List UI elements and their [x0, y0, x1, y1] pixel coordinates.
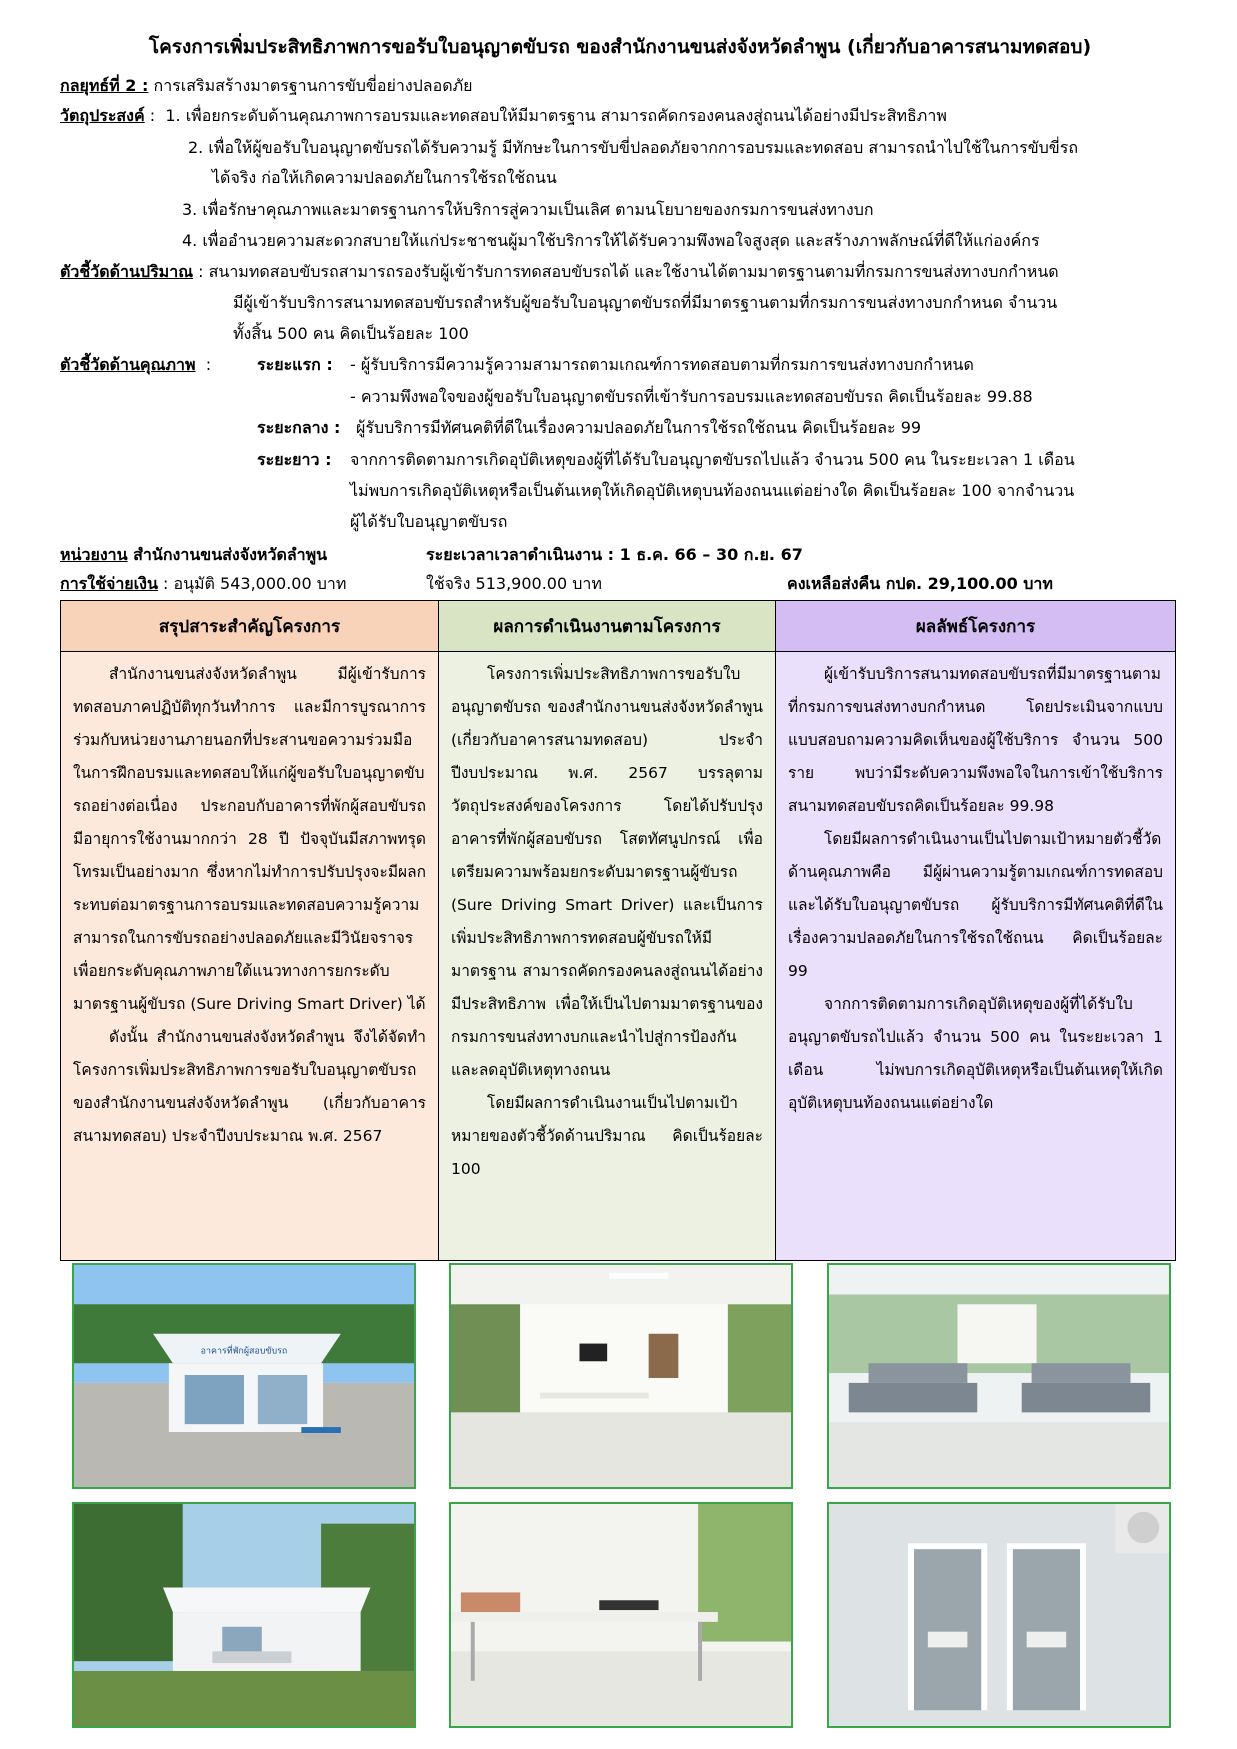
results-paragraph-1: โครงการเพิ่มประสิทธิภาพการขอรับใบอนุญาตขับรถ ของสำนักงานขนส่งจังหวัดลำพูน (เกี่ยวกับอาคารสนามทดสอบ) ประจำปีงบประมาณ พ.ศ. 2567 บรรลุตามวัตถุประสงค์ของโครงการ โดยได้ปรับปรุงอาคารที่พักผู้สอบขับรถ โสตทัศนูปกรณ์ เพื่อเตรียมความพร้อมยกระดับมาตรฐานผู้ขับรถ (Sure Driving Smart Driver) และเป็นการเพิ่มประสิทธิภาพการทดสอบผู้ขับรถให้มีมาตรฐาน สามารถคัดกรองคนลงสู่ถนนได้อย่างมีประสิทธิภาพ เพื่อให้เป็นไปตามมาตรฐานของกรมการขนส่งทางบกและนำไปสู่การป้องกันและลดอุบัติเหตุทางถนน	[451, 665, 763, 1079]
quality-long-2: ไม่พบการเกิดอุบัติเหตุหรือเป็นต้นเหตุให้เกิดอุบัติเหตุบนท้องถนนแต่อย่างใด คิดเป็นร้อยละ 100 จากจำนวน	[350, 481, 1075, 500]
quality-mid-text: ผู้รับบริการมีทัศนคติที่ดีในเรื่องความปลอดภัยในการใช้รถใช้ถนน คิดเป็นร้อยละ 99	[356, 418, 922, 437]
objectives-row-1: วัตถุประสงค์ : 1. เพื่อยกระดับด้านคุณภาพการอบรมและทดสอบให้มีมาตรฐาน สามารถคัดกรองคนลงสู่ถนนได้อย่างมีประสิทธิภาพ	[60, 106, 947, 125]
agency-row	[60, 543, 327, 567]
quantity-line-3: ทั้งสิ้น 500 คน คิดเป็นร้อยละ 100	[233, 324, 469, 343]
strategy-label: กลยุทธ์ที่ 2 :	[60, 76, 149, 95]
objective-1: 1. เพื่อยกระดับด้านคุณภาพการอบรมและทดสอบให้มีมาตรฐาน สามารถคัดกรองคนลงสู่ถนนได้อย่างมีประสิทธิภาพ	[165, 106, 947, 125]
quantity-label: ตัวชี้วัดด้านปริมาณ	[60, 262, 194, 281]
quality-label: ตัวชี้วัดด้านคุณภาพ	[60, 355, 196, 374]
building-sign-text: อาคารที่พักผู้สอบขับรถ	[200, 1346, 288, 1357]
objective-3: 3. เพื่อรักษาคุณภาพและมาตรฐานการให้บริการสู่ความเป็นเลิศ ตามนโยบายของกรมการขนส่งทางบก	[182, 200, 874, 219]
table-header-row	[61, 601, 1176, 652]
quality-label-row: ตัวชี้วัดด้านคุณภาพ :	[60, 355, 212, 374]
budget-actual: ใช้จริง 513,900.00 บาท	[426, 574, 602, 593]
quality-short-1: - ผู้รับบริการมีความรู้ความสามารถตามเกณฑ์การทดสอบตามที่กรมการขนส่งทางบกกำหนด	[350, 355, 974, 374]
photo-building-front	[72, 1263, 416, 1489]
objective-4: 4. เพื่ออำนวยความสะดวกสบายให้แก่ประชาชนผู้มาใช้บริการให้ได้รับความพึงพอใจสูงสุด และสร้างภาพลักษณ์ที่ดีให้แก่องค์กร	[182, 231, 1040, 250]
outcomes-paragraph-1: ผู้เข้ารับบริการสนามทดสอบขับรถที่มีมาตรฐานตามที่กรมการขนส่งทางบกกำหนด โดยประเมินจากแบบแบบสอบถามความคิดเห็นของผู้ใช้บริการ จำนวน 500 ราย พบว่ามีระดับความพึงพอใจในการเข้าใช้บริการสนามทดสอบขับรถคิดเป็นร้อยละ 99.98	[788, 665, 1163, 815]
header-outcomes: ผลลัพธ์โครงการ	[776, 601, 1176, 652]
photo-building-side	[72, 1502, 416, 1728]
budget-remaining: คงเหลือส่งคืน กปด. 29,100.00 บาท	[787, 574, 1053, 593]
budget-label: การใช้จ่ายเงิน	[60, 574, 158, 593]
photo-exam-table	[449, 1502, 793, 1728]
outcomes-paragraph-3: จากการติดตามการเกิดอุบัติเหตุของผู้ที่ได้รับใบอนุญาตขับรถไปแล้ว จำนวน 500 คน ในระยะเวลา 1 เดือน ไม่พบการเกิดอุบัติเหตุหรือเป็นต้นเหตุให้เกิดอุบัติเหตุบนท้องถนนแต่อย่างใด	[788, 995, 1163, 1112]
quantity-row-1: ตัวชี้วัดด้านปริมาณ : สนามทดสอบขับรถสามารถรองรับผู้เข้ารับการทดสอบขับรถได้ และใช้งานได้ตามมาตรฐานตามที่กรมการขนส่งทางบกกำหนด	[60, 262, 1059, 281]
objective-2: 2. เพื่อให้ผู้ขอรับใบอนุญาตขับรถได้รับความรู้ มีทักษะในการขับขี่ปลอดภัยจากการอบรมและทดสอบ สามารถนำไปใช้ในการขับขี่รถ	[188, 138, 1079, 157]
summary-paragraph-2: ดังนั้น สำนักงานขนส่งจังหวัดลำพูน จึงได้จัดทำโครงการเพิ่มประสิทธิภาพการขอรับใบอนุญาตขับรถของสำนักงานขนส่งจังหวัดลำพูน (เกี่ยวกับอาคารสนามทดสอบ) ประจำปีงบประมาณ พ.ศ. 2567	[73, 1028, 426, 1145]
header-results: ผลการดำเนินงานตามโครงการ	[439, 601, 776, 652]
outcomes-cell	[776, 652, 1176, 1261]
quality-short-label: ระยะแรก :	[257, 355, 333, 374]
summary-table	[60, 600, 1176, 1261]
photo-restrooms	[827, 1502, 1171, 1728]
quality-mid-label: ระยะกลาง :	[257, 418, 341, 437]
outcomes-paragraph-2: โดยมีผลการดำเนินงานเป็นไปตามเป้าหมายตัวชี้วัดด้านคุณภาพคือ มีผู้ผ่านความรู้ตามเกณฑ์การทดสอบและได้รับใบอนุญาตขับรถ ผู้รับบริการมีทัศนคติที่ดีในเรื่องความปลอดภัยในการใช้รถใช้ถนน คิดเป็นร้อยละ 99	[788, 830, 1163, 980]
photo-interior-room	[449, 1263, 793, 1489]
strategy-text: การเสริมสร้างมาตรฐานการขับขี่อย่างปลอดภัย	[153, 76, 473, 95]
quantity-line-1: สนามทดสอบขับรถสามารถรองรับผู้เข้ารับการทดสอบขับรถได้ และใช้งานได้ตามมาตรฐานตามที่กรมการขนส่งทางบกกำหนด	[208, 262, 1059, 281]
objective-2-cont: ได้จริง ก่อให้เกิดความปลอดภัยในการใช้รถใช้ถนน	[212, 168, 557, 187]
summary-cell	[61, 652, 439, 1261]
strategy-row	[60, 74, 473, 98]
quality-long-1: จากการติดตามการเกิดอุบัติเหตุของผู้ที่ได้รับใบอนุญาตขับรถไปแล้ว จำนวน 500 คน ในระยะเวลา 1 เดือน	[350, 450, 1075, 469]
table-body-row	[61, 652, 1176, 1261]
results-paragraph-2: โดยมีผลการดำเนินงานเป็นไปตามเป้าหมายของตัวชี้วัดด้านปริมาณ คิดเป็นร้อยละ 100	[451, 1094, 763, 1178]
objectives-label: วัตถุประสงค์	[60, 106, 145, 125]
quality-long-3: ผู้ได้รับใบอนุญาตขับรถ	[350, 512, 508, 531]
results-cell	[439, 652, 776, 1261]
quantity-line-2: มีผู้เข้ารับบริการสนามทดสอบขับรถสำหรับผู้ขอรับใบอนุญาตขับรถที่มีมาตรฐานตามที่กรมการขนส่งทางบกกำหนด จำนวน	[233, 293, 1058, 312]
agency-value: สำนักงานขนส่งจังหวัดลำพูน	[133, 545, 328, 564]
header-summary: สรุปสาระสำคัญโครงการ	[61, 601, 439, 652]
period-text: ระยะเวลาเวลาดำเนินงาน : 1 ธ.ค. 66 – 30 ก.ย. 67	[426, 545, 803, 564]
quality-long-label: ระยะยาว :	[257, 450, 332, 469]
page-title: โครงการเพิ่มประสิทธิภาพการขอรับใบอนุญาตขับรถ ของสำนักงานขนส่งจังหวัดลำพูน (เกี่ยวกับอาคารสนามทดสอบ)	[148, 36, 1092, 58]
quality-short-2: - ความพึงพอใจของผู้ขอรับใบอนุญาตขับรถที่เข้ารับการอบรมและทดสอบขับรถ คิดเป็นร้อยละ 99.88	[350, 387, 1033, 406]
summary-paragraph-1: สำนักงานขนส่งจังหวัดลำพูน มีผู้เข้ารับการทดสอบภาคปฏิบัติทุกวันทำการ และมีการบูรณาการร่วมกับหน่วยงานภายนอกที่ประสานขอความร่วมมือในการฝึกอบรมและทดสอบให้แก่ผู้ขอรับใบอนุญาตขับรถอย่างต่อเนื่อง ประกอบกับอาคารที่พักผู้สอบขับรถมีอายุการใช้งานมากกว่า 28 ปี ปัจจุบันมีสภาพทรุดโทรมเป็นอย่างมาก ซึ่งหากไม่ทำการปรับปรุงจะมีผลกระทบต่อมาตรฐานการอบรมและทดสอบความรู้ความสามารถในการขับรถอย่างปลอดภัยและมีวินัยจราจร เพื่อยกระดับคุณภาพภายใต้แนวทางการยกระดับมาตรฐานผู้ขับรถ (Sure Driving Smart Driver) ได้	[73, 665, 426, 1013]
budget-row	[60, 572, 346, 596]
photo-waiting-seats	[827, 1263, 1171, 1489]
agency-label: หน่วยงาน	[60, 545, 128, 564]
budget-approved: : อนุมัติ 543,000.00 บาท	[162, 574, 347, 593]
